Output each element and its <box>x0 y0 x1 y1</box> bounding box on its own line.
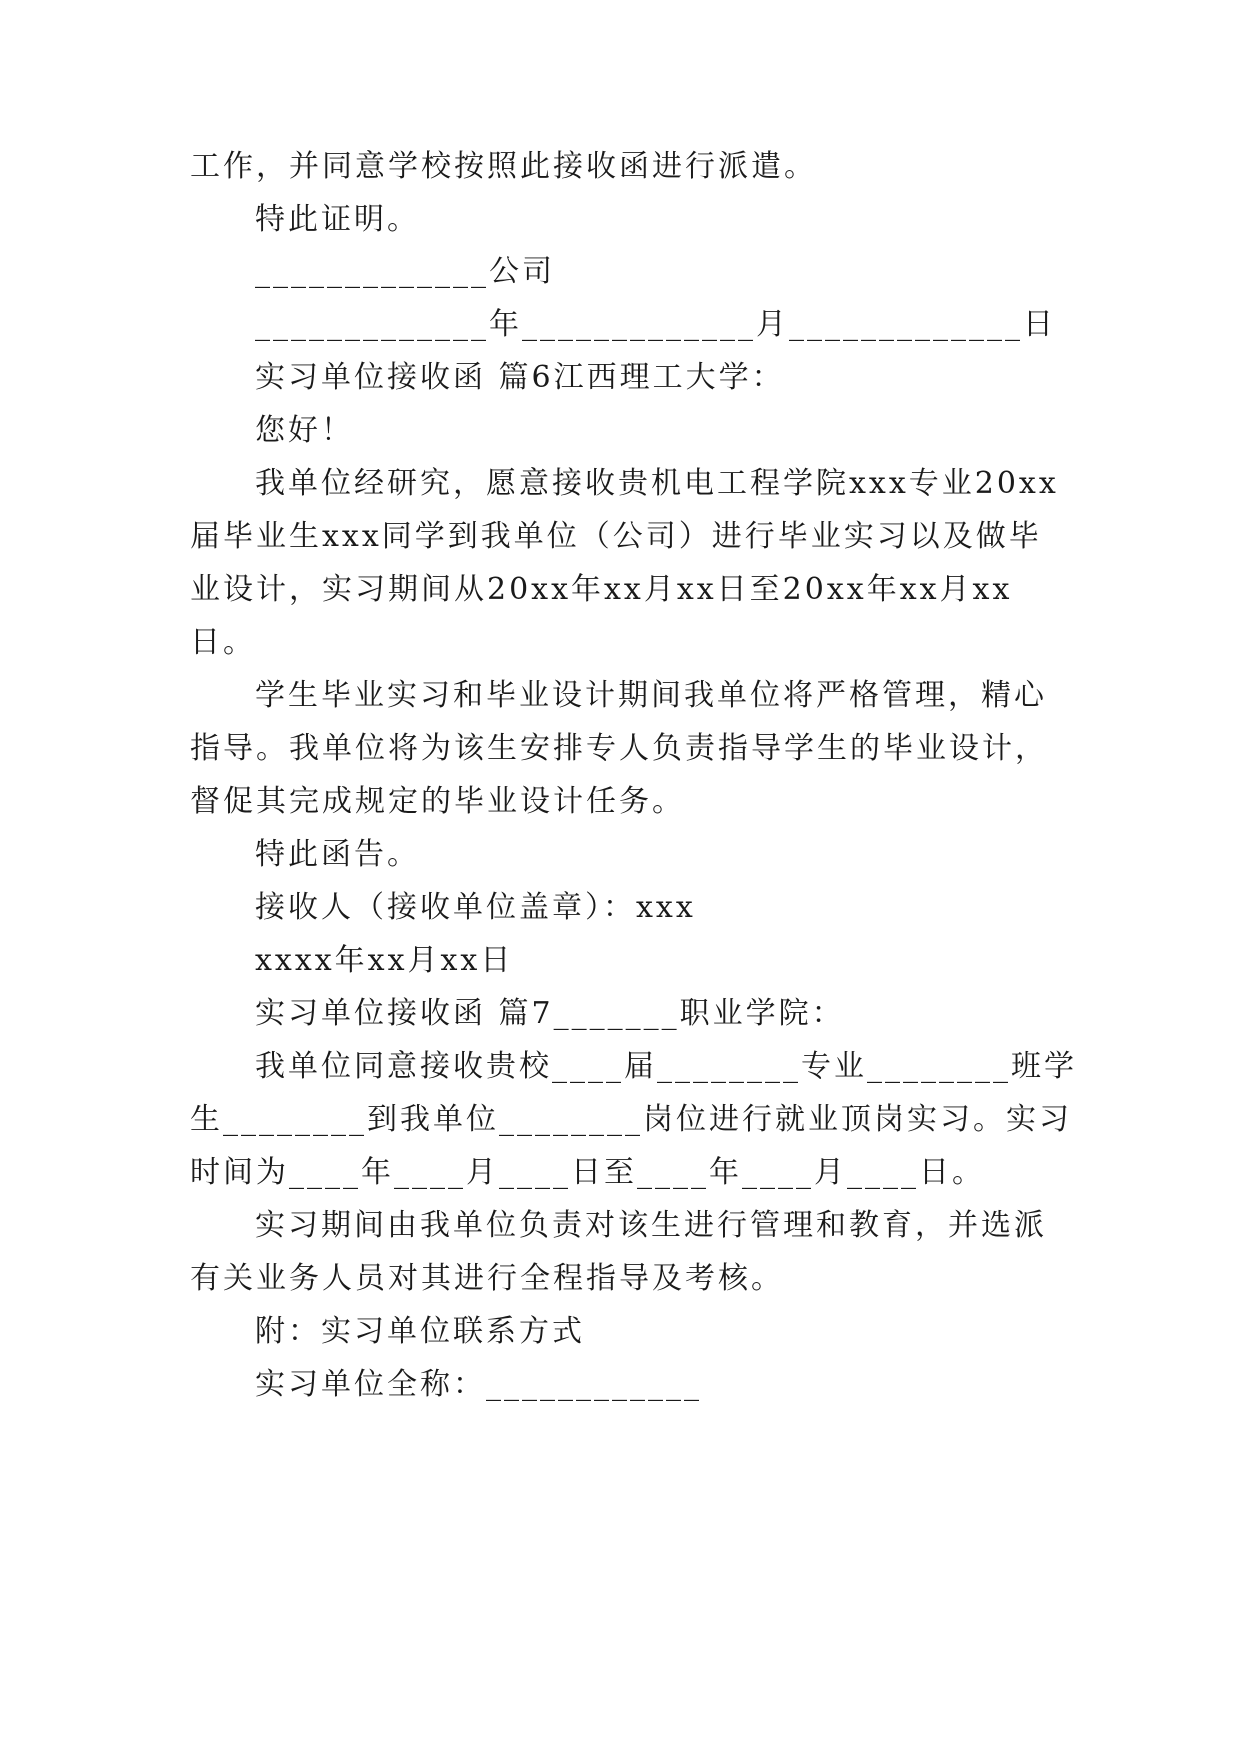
paragraph-line: 学生毕业实习和毕业设计期间我单位将严格管理，精心 <box>255 678 1047 713</box>
paragraph-line: 业设计，实习期间从20xx年xx月xx日至20xx年xx月xx <box>190 572 1013 607</box>
attachment-heading: 附：实习单位联系方式 <box>255 1314 585 1349</box>
closing-text: 特此函告。 <box>255 837 420 872</box>
paragraph-line: 届毕业生xxx同学到我单位（公司）进行毕业实习以及做毕 <box>190 519 1042 554</box>
paragraph-line: 有关业务人员对其进行全程指导及考核。 <box>190 1261 784 1296</box>
paragraph-line: 工作，并同意学校按照此接收函进行派遣。 <box>190 149 817 184</box>
paragraph-line: 我单位同意接收贵校____届________专业________班学 <box>255 1049 1077 1084</box>
section-heading-6: 实习单位接收函 篇6江西理工大学： <box>255 360 785 395</box>
paragraph-line: 督促其完成规定的毕业设计任务。 <box>190 784 685 819</box>
date-blank-line: _____________年_____________月_____________日 <box>255 307 1056 342</box>
paragraph-line: 时间为____年____月____日至____年____月____日。 <box>190 1155 985 1190</box>
receiver-signature: 接收人（接收单位盖章）：xxx <box>255 890 696 925</box>
paragraph-line: 生________到我单位________岗位进行就业顶岗实习。实习 <box>190 1102 1072 1137</box>
paragraph-line: 日。 <box>190 625 256 660</box>
signature-date: xxxx年xx月xx日 <box>255 943 514 978</box>
certification-text: 特此证明。 <box>255 202 420 237</box>
paragraph-line: 指导。我单位将为该生安排专人负责指导学生的毕业设计， <box>190 731 1048 766</box>
paragraph-line: 实习期间由我单位负责对该生进行管理和教育，并选派 <box>255 1208 1047 1243</box>
section-heading-7: 实习单位接收函 篇7_______职业学院： <box>255 996 845 1031</box>
greeting: 您好！ <box>255 413 354 448</box>
company-blank-line: _____________公司 <box>255 254 555 289</box>
paragraph-line: 我单位经研究，愿意接收贵机电工程学院xxx专业20xx <box>255 466 1059 501</box>
unit-fullname-line: 实习单位全称：____________ <box>255 1367 702 1402</box>
